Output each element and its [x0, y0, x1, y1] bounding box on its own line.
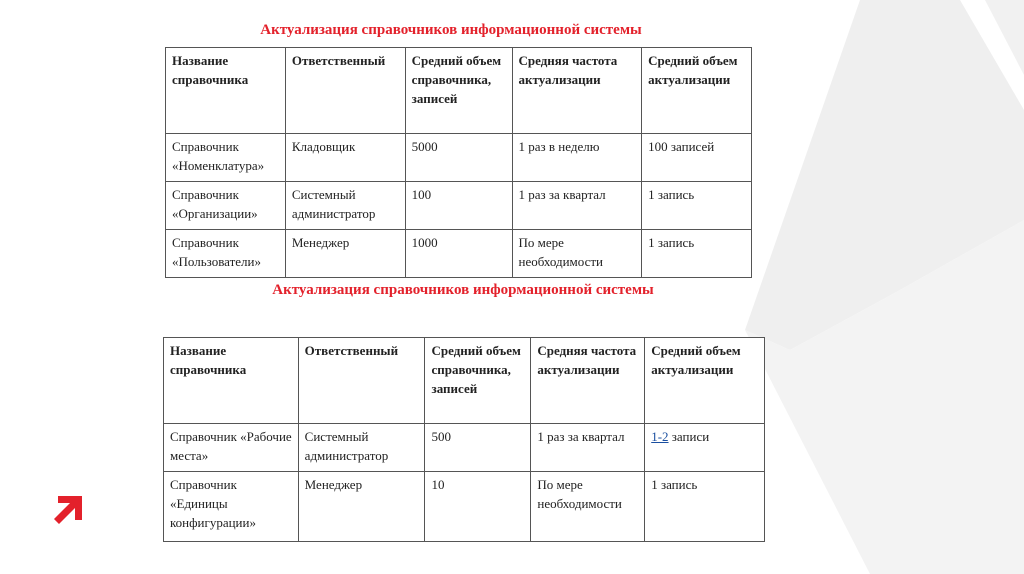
- table-cell: 1 запись: [642, 230, 752, 278]
- range-link[interactable]: 1-2: [651, 429, 669, 444]
- table-row: [166, 134, 752, 182]
- table-header-row: [166, 48, 752, 134]
- table-cell: Системный администратор: [298, 424, 425, 472]
- header-cell: Средний объем актуализации: [645, 338, 765, 424]
- table-cell: По мере необходимости: [512, 230, 642, 278]
- table-row: [166, 182, 752, 230]
- table-cell: Справочник «Номенклатура»: [166, 134, 286, 182]
- header-cell: Название справочника: [164, 338, 299, 424]
- table-cell: По мере необходимости: [531, 472, 645, 542]
- slide-title-1: Актуализация справочников информационной системы: [260, 22, 642, 38]
- cell-text: записи: [671, 429, 710, 444]
- header-cell: Средний объем актуализации: [642, 48, 752, 134]
- table-cell: Системный администратор: [285, 182, 405, 230]
- table-row: [164, 472, 765, 542]
- header-cell: Ответственный: [298, 338, 425, 424]
- table-header-row: [164, 338, 765, 424]
- table-row: [166, 230, 752, 278]
- table-cell: Справочник «Рабочие места»: [164, 424, 299, 472]
- table-cell: 100: [405, 182, 512, 230]
- table-cell: 500: [425, 424, 531, 472]
- table-cell: 5000: [405, 134, 512, 182]
- table-cell: Менеджер: [285, 230, 405, 278]
- table-cell: 1 раз в неделю: [512, 134, 642, 182]
- table-cell: 1 запись: [642, 182, 752, 230]
- table-cell: Справочник «Единицы конфигурации»: [164, 472, 299, 542]
- table-cell: 1 запись: [645, 472, 765, 542]
- header-cell: Средняя частота актуализации: [531, 338, 645, 424]
- table-cell: 1 раз за квартал: [512, 182, 642, 230]
- table-cell: 10: [425, 472, 531, 542]
- header-cell: Название справочника: [166, 48, 286, 134]
- arrow-logo-icon: [52, 492, 86, 524]
- table-cell: [645, 424, 765, 472]
- table-cell: Менеджер: [298, 472, 425, 542]
- table-cell: Кладовщик: [285, 134, 405, 182]
- slide-title-2: Актуализация справочников информационной системы: [272, 282, 654, 298]
- table-1: [165, 47, 752, 278]
- table-cell: Справочник «Пользователи»: [166, 230, 286, 278]
- table-cell: 1000: [405, 230, 512, 278]
- header-cell: Средний объем справочника, записей: [405, 48, 512, 134]
- table-row: [164, 424, 765, 472]
- table-cell: 100 записей: [642, 134, 752, 182]
- header-cell: Ответственный: [285, 48, 405, 134]
- header-cell: Средний объем справочника, записей: [425, 338, 531, 424]
- table-cell: 1 раз за квартал: [531, 424, 645, 472]
- table-2: [163, 337, 765, 542]
- header-cell: Средняя частота актуализации: [512, 48, 642, 134]
- table-cell: Справочник «Организации»: [166, 182, 286, 230]
